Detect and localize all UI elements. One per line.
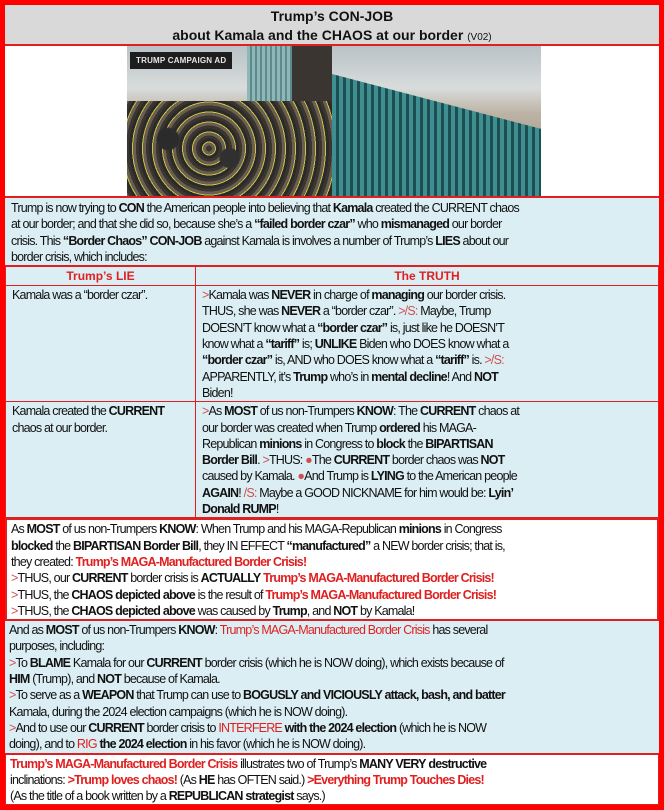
marker: /S: xyxy=(243,485,257,500)
text-run: is, just like he DOESN’T know what a xyxy=(202,320,504,352)
text-run: As xyxy=(208,404,225,419)
text-run: a NEW border crisis; that is, they created: xyxy=(11,538,505,569)
highlight-text: RIG xyxy=(76,737,97,752)
table-row xyxy=(6,286,659,402)
text-run: BOGUSLY and VICIOUSLY attack, bash, and batter xyxy=(243,688,505,703)
text-run: KNOW xyxy=(159,522,196,537)
text-run: APPARENTLY, it’s xyxy=(202,369,294,384)
marker: >/S: xyxy=(484,353,504,368)
manufactured-crisis-section xyxy=(5,518,659,621)
section-text xyxy=(11,521,521,619)
text-run: NOT xyxy=(480,453,505,468)
text-run: KNOW xyxy=(178,623,215,638)
campaign-ad-tag: TRUMP CAMPAIGN AD xyxy=(130,52,232,69)
lie-text xyxy=(12,403,177,436)
text-run: caused by Kamala. xyxy=(202,469,298,484)
text-run: Kamala xyxy=(332,201,373,215)
text-run: “border czar” xyxy=(202,353,273,368)
text-run: says.) xyxy=(293,789,325,804)
truth-cell xyxy=(196,402,659,518)
table-header-row xyxy=(6,267,659,286)
text-run: of us non-Trumpers xyxy=(257,404,357,419)
fence-section xyxy=(332,74,541,196)
text-run: the xyxy=(52,538,73,553)
text-run: And as xyxy=(9,623,46,638)
text-run: . xyxy=(257,453,263,468)
text-run: MOST xyxy=(45,623,79,638)
text-run: Maybe a GOOD NICKNAME for him would be: xyxy=(256,485,489,500)
truth-cell xyxy=(196,286,659,402)
text-run: Kamala was a “border czar”. xyxy=(12,288,148,303)
marker: > xyxy=(202,288,209,303)
lie-truth-table xyxy=(5,266,659,518)
lie-cell xyxy=(6,402,196,518)
text-run: CHAOS depicted above xyxy=(71,587,195,602)
text-run: CURRENT xyxy=(146,655,202,670)
text-run: MOST xyxy=(26,522,60,537)
text-run: UNLIKE xyxy=(314,337,357,352)
text-run: As xyxy=(11,522,27,537)
text-run: inclinations: xyxy=(10,772,68,787)
highlight-text: >Everything Trump Touches Dies! xyxy=(307,772,484,787)
text-run: ordered xyxy=(379,420,421,435)
text-run: Trump xyxy=(272,603,307,618)
text-run: To xyxy=(15,655,30,670)
text-run: in his favor (which he is NOW doing). xyxy=(186,737,366,752)
text-run: minions xyxy=(259,436,302,451)
photo-row xyxy=(5,46,659,198)
text-run: illustrates two of Trump’s xyxy=(237,756,360,771)
text-run: (As xyxy=(177,772,199,787)
text-run: “Border Chaos” CON-JOB xyxy=(62,233,202,248)
text-run: about our border crisis, which includes: xyxy=(11,233,509,264)
text-run: by Kamala! xyxy=(357,603,415,618)
text-run: CURRENT xyxy=(72,571,128,586)
text-run: : When Trump and his MAGA-Republican xyxy=(195,522,399,537)
highlight-text: Trump’s MAGA-Manufactured Border Crisis! xyxy=(263,571,494,586)
truth-text xyxy=(202,287,520,401)
text-run: his MAGA-Republican xyxy=(202,420,476,451)
text-run: managing xyxy=(371,288,425,303)
text-run: who xyxy=(354,217,381,232)
text-run: THUS, our xyxy=(17,571,73,586)
marker: > xyxy=(9,655,16,670)
text-run: border crisis is xyxy=(127,571,201,586)
text-run: because of Kamala. xyxy=(121,672,220,687)
text-run: Kamala, during the 2024 election campaigns (which he is NOW doing). xyxy=(9,704,348,719)
highlight-text: >Trump loves chaos! xyxy=(67,772,178,787)
text-run: is, AND who DOES know what a xyxy=(272,353,436,368)
text-run: mismanaged xyxy=(380,217,450,232)
text-run: the 2024 election xyxy=(99,737,187,752)
text-run: ACTUALLY xyxy=(200,571,261,586)
text-run: block xyxy=(376,436,405,451)
highlight-text: Trump’s MAGA-Manufactured Border Crisis! xyxy=(265,587,497,602)
text-run: “manufactured” xyxy=(286,538,371,553)
text-run: BLAME xyxy=(29,655,71,670)
text-run: a “border czar”. xyxy=(320,304,399,319)
marker: > xyxy=(11,603,18,618)
text-run: REPUBLICAN strategist xyxy=(168,789,294,804)
text-run: Maybe, Trump DOESN’T know what a xyxy=(202,304,491,335)
text-run: LIES xyxy=(435,233,460,248)
text-run: in Congress xyxy=(441,522,502,537)
title-line-1: Trump’s CON-JOB xyxy=(270,8,394,24)
text-run: CURRENT xyxy=(88,720,144,735)
text-run: MOST xyxy=(224,404,258,419)
text-run: mental decline xyxy=(371,369,447,384)
text-run: Biden! xyxy=(202,385,233,400)
text-run: THUS, the xyxy=(17,603,72,618)
text-run: the xyxy=(404,436,426,451)
text-run: The xyxy=(311,453,334,468)
text-run: ! And xyxy=(446,369,474,384)
text-run: chaos at our border. xyxy=(12,420,108,435)
text-run: created the CURRENT chaos at our border; and that she did so, because she’s a xyxy=(11,201,519,232)
text-run: “border czar” xyxy=(317,320,388,335)
crowd xyxy=(127,101,332,196)
text-run: of us non-Trumpers xyxy=(78,623,179,638)
text-run: : The xyxy=(393,404,420,419)
text-run: in Congress to xyxy=(301,436,377,451)
text-run: , and xyxy=(306,603,334,618)
text-run: our border crisis. This xyxy=(11,217,502,248)
text-run: chaos at our border was created when Trump xyxy=(202,404,520,435)
version-label: (V02) xyxy=(467,32,492,43)
text-run: Trump xyxy=(293,369,328,384)
text-run: (Trump), and xyxy=(29,672,98,687)
marker: > xyxy=(202,404,209,419)
text-run: AGAIN xyxy=(202,485,239,500)
marker: > xyxy=(262,453,269,468)
text-run: Lyin’ Donald RUMP xyxy=(202,485,513,517)
text-run: the American people into believing that xyxy=(143,201,333,215)
page-title xyxy=(5,5,659,46)
text-run: “tariff” xyxy=(265,337,300,352)
text-run: NOT xyxy=(333,603,358,618)
text-run: in charge of xyxy=(310,288,372,303)
purposes-section xyxy=(5,621,659,753)
text-run: BIPARTISAN Border Bill xyxy=(72,538,199,553)
text-run: destructive xyxy=(428,756,487,771)
highlight-text: Trump’s MAGA-Manufactured Border Crisis xyxy=(10,756,238,771)
text-run: “tariff” xyxy=(435,353,469,368)
text-run: HE xyxy=(198,772,215,787)
text-run: Biden who DOES know what a xyxy=(356,337,509,352)
text-run: Kamala created the xyxy=(12,404,109,419)
marker: > xyxy=(11,571,18,586)
intro-paragraph xyxy=(5,198,659,266)
text-run: against Kamala is involves a number of Trump’s xyxy=(201,233,436,248)
marker: > xyxy=(11,587,18,602)
text-run: border chaos was xyxy=(389,453,481,468)
text-run: HIM xyxy=(9,672,30,687)
text-run: WEAPON xyxy=(82,688,134,703)
inclinations-section xyxy=(5,754,659,806)
text-run: that Trump can use to xyxy=(133,688,244,703)
marker: > xyxy=(9,688,16,703)
table-row xyxy=(6,402,659,518)
text-run: , they IN EFFECT xyxy=(198,538,287,553)
text-run: To serve as a xyxy=(15,688,83,703)
lie-text xyxy=(12,287,177,303)
text-run: CURRENT xyxy=(419,404,476,419)
text-run: (As the title of a book written by a xyxy=(10,789,167,804)
text-run: with the 2024 election xyxy=(284,720,397,735)
highlight-text: Trump’s MAGA-Manufactured Border Crisis! xyxy=(75,554,307,569)
text-run: Kamala was xyxy=(208,288,272,303)
text-run: our border crisis. THUS, she was xyxy=(202,288,506,319)
text-run: is; xyxy=(299,337,315,352)
text-run: And Trump is xyxy=(304,469,371,484)
text-run: BIPARTISAN Border Bill xyxy=(202,436,493,468)
title-subtitle: about Kamala and the CHAOS at our border xyxy=(172,27,464,43)
text-run: has OFTEN said.) xyxy=(214,772,308,787)
text-run: MANY VERY xyxy=(359,756,426,771)
marker: >/S: xyxy=(398,304,418,319)
highlight-text: Trump’s MAGA-Manufactured Border Crisis xyxy=(219,623,430,638)
text-run: THUS: xyxy=(268,453,306,468)
text-run: LYING xyxy=(370,469,404,484)
text-run: Kamala for our xyxy=(70,655,147,670)
text-run: KNOW xyxy=(356,404,394,419)
text-run: blocked xyxy=(11,538,53,553)
text-run: to the American people xyxy=(403,469,517,484)
text-run: “failed border czar” xyxy=(254,217,355,232)
marker: > xyxy=(9,720,16,735)
marker: ● xyxy=(305,453,312,468)
marker: ● xyxy=(297,469,305,484)
text-run: THUS, the xyxy=(17,587,72,602)
text-run: minions xyxy=(398,522,442,537)
text-run: border crisis (which he is NOW doing), which exists because of xyxy=(201,655,504,670)
text-run: NOT xyxy=(473,369,498,384)
text-run: (which he is NOW doing), and to xyxy=(9,720,487,752)
text-run: NOT xyxy=(97,672,122,687)
text-run: ! xyxy=(275,502,279,517)
truth-text xyxy=(202,403,520,517)
text-run: NEVER xyxy=(281,304,321,319)
section-text xyxy=(9,622,519,752)
text-run: is the result of xyxy=(194,587,266,602)
text-run: Trump is now trying to xyxy=(11,201,119,215)
text-run: And to use our xyxy=(15,720,89,735)
text-run: CON xyxy=(118,201,144,215)
header-truth: The TRUTH xyxy=(196,267,659,286)
text-run: who’s in xyxy=(327,369,372,384)
intro-text xyxy=(11,200,521,265)
text-run: NEVER xyxy=(271,288,311,303)
section-text xyxy=(10,756,520,805)
text-run: : xyxy=(214,623,220,638)
text-run: ! xyxy=(238,485,244,500)
border-photo xyxy=(127,46,541,196)
lie-cell xyxy=(6,286,196,402)
title-line-2 xyxy=(5,26,659,47)
text-run: CURRENT xyxy=(108,404,165,419)
highlight-text: INTERFERE xyxy=(218,720,282,735)
text-run: CURRENT xyxy=(333,453,390,468)
text-run: of us non-Trumpers xyxy=(59,522,160,537)
text-run: border crisis to xyxy=(143,720,219,735)
text-run: is. xyxy=(468,353,485,368)
header-lie: Trump’s LIE xyxy=(6,267,196,286)
text-run: has several purposes, including: xyxy=(9,623,488,654)
text-run: CHAOS depicted above xyxy=(71,603,195,618)
text-run: was caused by xyxy=(194,603,273,618)
